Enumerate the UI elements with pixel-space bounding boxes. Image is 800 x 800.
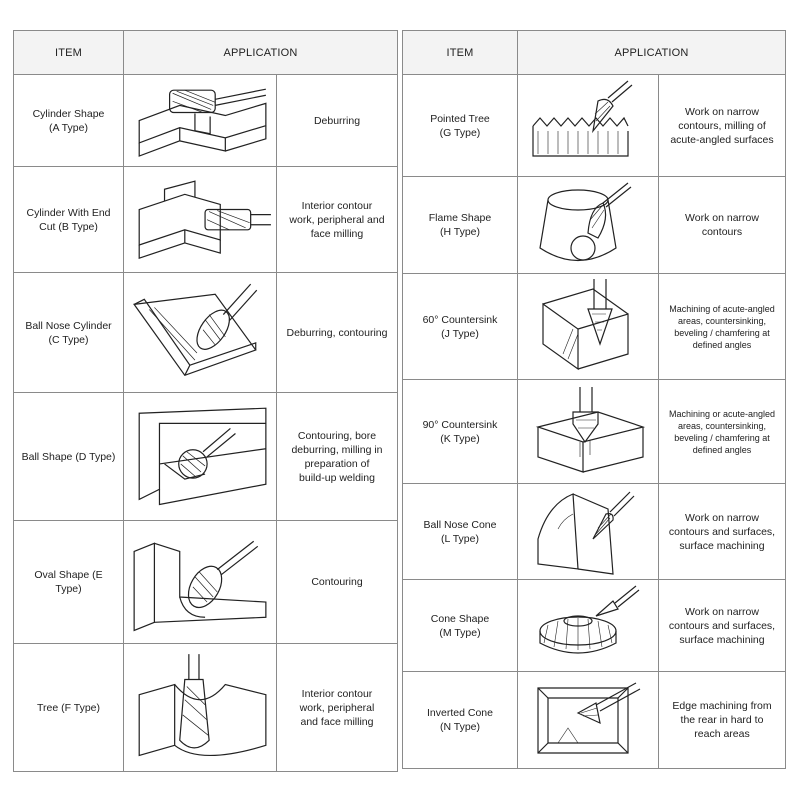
table-header-row bbox=[403, 31, 786, 75]
application-label: Work on narrow contours and surfaces, surface machining bbox=[668, 511, 776, 552]
application-label: Work on narrow contours and surfaces, surface machining bbox=[668, 605, 776, 646]
table-row bbox=[403, 380, 786, 484]
application-cell bbox=[659, 75, 786, 177]
application-label: Contouring, bore deburring, milling in preparation of build-up welding bbox=[291, 429, 383, 484]
right-burr-table bbox=[402, 30, 786, 769]
table-row bbox=[14, 393, 398, 521]
table-row bbox=[14, 644, 398, 772]
application-header: APPLICATION bbox=[124, 31, 398, 75]
flame-burr-illustration-icon bbox=[518, 177, 659, 274]
application-label: Machining or acute-angled areas, countersinking, beveling / chamfering at defined angles bbox=[668, 408, 776, 455]
item-cell bbox=[403, 672, 518, 769]
table-row bbox=[403, 580, 786, 672]
item-label: Ball Nose Cylinder (C Type) bbox=[25, 319, 112, 346]
table-row bbox=[403, 177, 786, 274]
item-label: Flame Shape (H Type) bbox=[428, 212, 492, 238]
cylinder-end-cut-burr-illustration-icon bbox=[124, 167, 277, 273]
countersink-90-burr-illustration-icon bbox=[518, 380, 659, 484]
table-row bbox=[403, 484, 786, 580]
application-label: Work on narrow contours, milling of acute-angled surfaces bbox=[670, 105, 774, 146]
table-row bbox=[403, 672, 786, 769]
item-cell bbox=[403, 484, 518, 580]
application-cell bbox=[277, 644, 398, 772]
application-label: Interior contour work, peripheral and face milling bbox=[299, 687, 375, 728]
application-cell bbox=[277, 521, 398, 644]
application-cell bbox=[659, 274, 786, 380]
table-header-row bbox=[14, 31, 398, 75]
item-cell bbox=[403, 177, 518, 274]
item-label: Oval Shape (E Type) bbox=[34, 569, 103, 596]
table-row bbox=[14, 167, 398, 273]
oval-burr-illustration-icon bbox=[124, 521, 277, 644]
item-cell bbox=[14, 521, 124, 644]
ball-nose-cone-burr-illustration-icon bbox=[518, 484, 659, 580]
countersink-60-burr-illustration-icon bbox=[518, 274, 659, 380]
application-label: Interior contour work, peripheral and face milling bbox=[289, 199, 385, 240]
ball-burr-illustration-icon bbox=[124, 393, 277, 521]
application-header: APPLICATION bbox=[518, 31, 786, 75]
cylinder-burr-illustration-icon bbox=[124, 75, 277, 167]
table-row bbox=[14, 521, 398, 644]
application-label: Work on narrow contours bbox=[685, 212, 759, 238]
item-cell bbox=[14, 75, 124, 167]
application-cell bbox=[277, 75, 398, 167]
application-cell bbox=[659, 672, 786, 769]
cone-burr-illustration-icon bbox=[518, 580, 659, 672]
inverted-cone-burr-illustration-icon bbox=[518, 672, 659, 769]
application-cell bbox=[277, 393, 398, 521]
item-label: Cone Shape (M Type) bbox=[430, 612, 490, 639]
item-label: Cylinder With End Cut (B Type) bbox=[26, 206, 111, 233]
item-cell bbox=[14, 273, 124, 393]
item-cell bbox=[403, 274, 518, 380]
item-label: Ball Shape (D Type) bbox=[21, 450, 116, 463]
left-burr-table bbox=[13, 30, 398, 772]
item-label: Inverted Cone (N Type) bbox=[427, 707, 493, 733]
application-cell bbox=[659, 484, 786, 580]
item-label: 60° Countersink (J Type) bbox=[422, 313, 498, 340]
application-label: Deburring bbox=[313, 114, 361, 127]
item-label: Tree (F Type) bbox=[36, 701, 100, 714]
item-cell bbox=[14, 644, 124, 772]
item-cell bbox=[14, 167, 124, 273]
item-label: 90° Countersink (K Type) bbox=[422, 418, 498, 445]
item-cell bbox=[403, 380, 518, 484]
application-label: Machining of acute-angled areas, countersinking, beveling / chamfering at defined angles bbox=[669, 303, 775, 350]
application-cell bbox=[277, 273, 398, 393]
table-row bbox=[14, 75, 398, 167]
table-row bbox=[403, 75, 786, 177]
item-cell bbox=[14, 393, 124, 521]
application-cell bbox=[659, 177, 786, 274]
item-label: Pointed Tree (G Type) bbox=[430, 112, 490, 139]
tree-burr-illustration-icon bbox=[124, 644, 277, 772]
ball-nose-cylinder-burr-illustration-icon bbox=[124, 273, 277, 393]
pointed-tree-burr-illustration-icon bbox=[518, 75, 659, 177]
application-label: Deburring, contouring bbox=[286, 326, 388, 339]
item-cell bbox=[403, 75, 518, 177]
item-label: Cylinder Shape (A Type) bbox=[32, 107, 105, 134]
application-cell bbox=[659, 580, 786, 672]
table-row bbox=[14, 273, 398, 393]
application-cell bbox=[277, 167, 398, 273]
application-label: Edge machining from the rear in hard to reach areas bbox=[672, 700, 772, 740]
application-cell bbox=[659, 380, 786, 484]
item-cell bbox=[403, 580, 518, 672]
item-header: ITEM bbox=[403, 31, 518, 75]
table-row bbox=[403, 274, 786, 380]
item-label: Ball Nose Cone (L Type) bbox=[423, 518, 497, 545]
item-header: ITEM bbox=[14, 31, 124, 75]
application-label: Contouring bbox=[311, 576, 363, 589]
